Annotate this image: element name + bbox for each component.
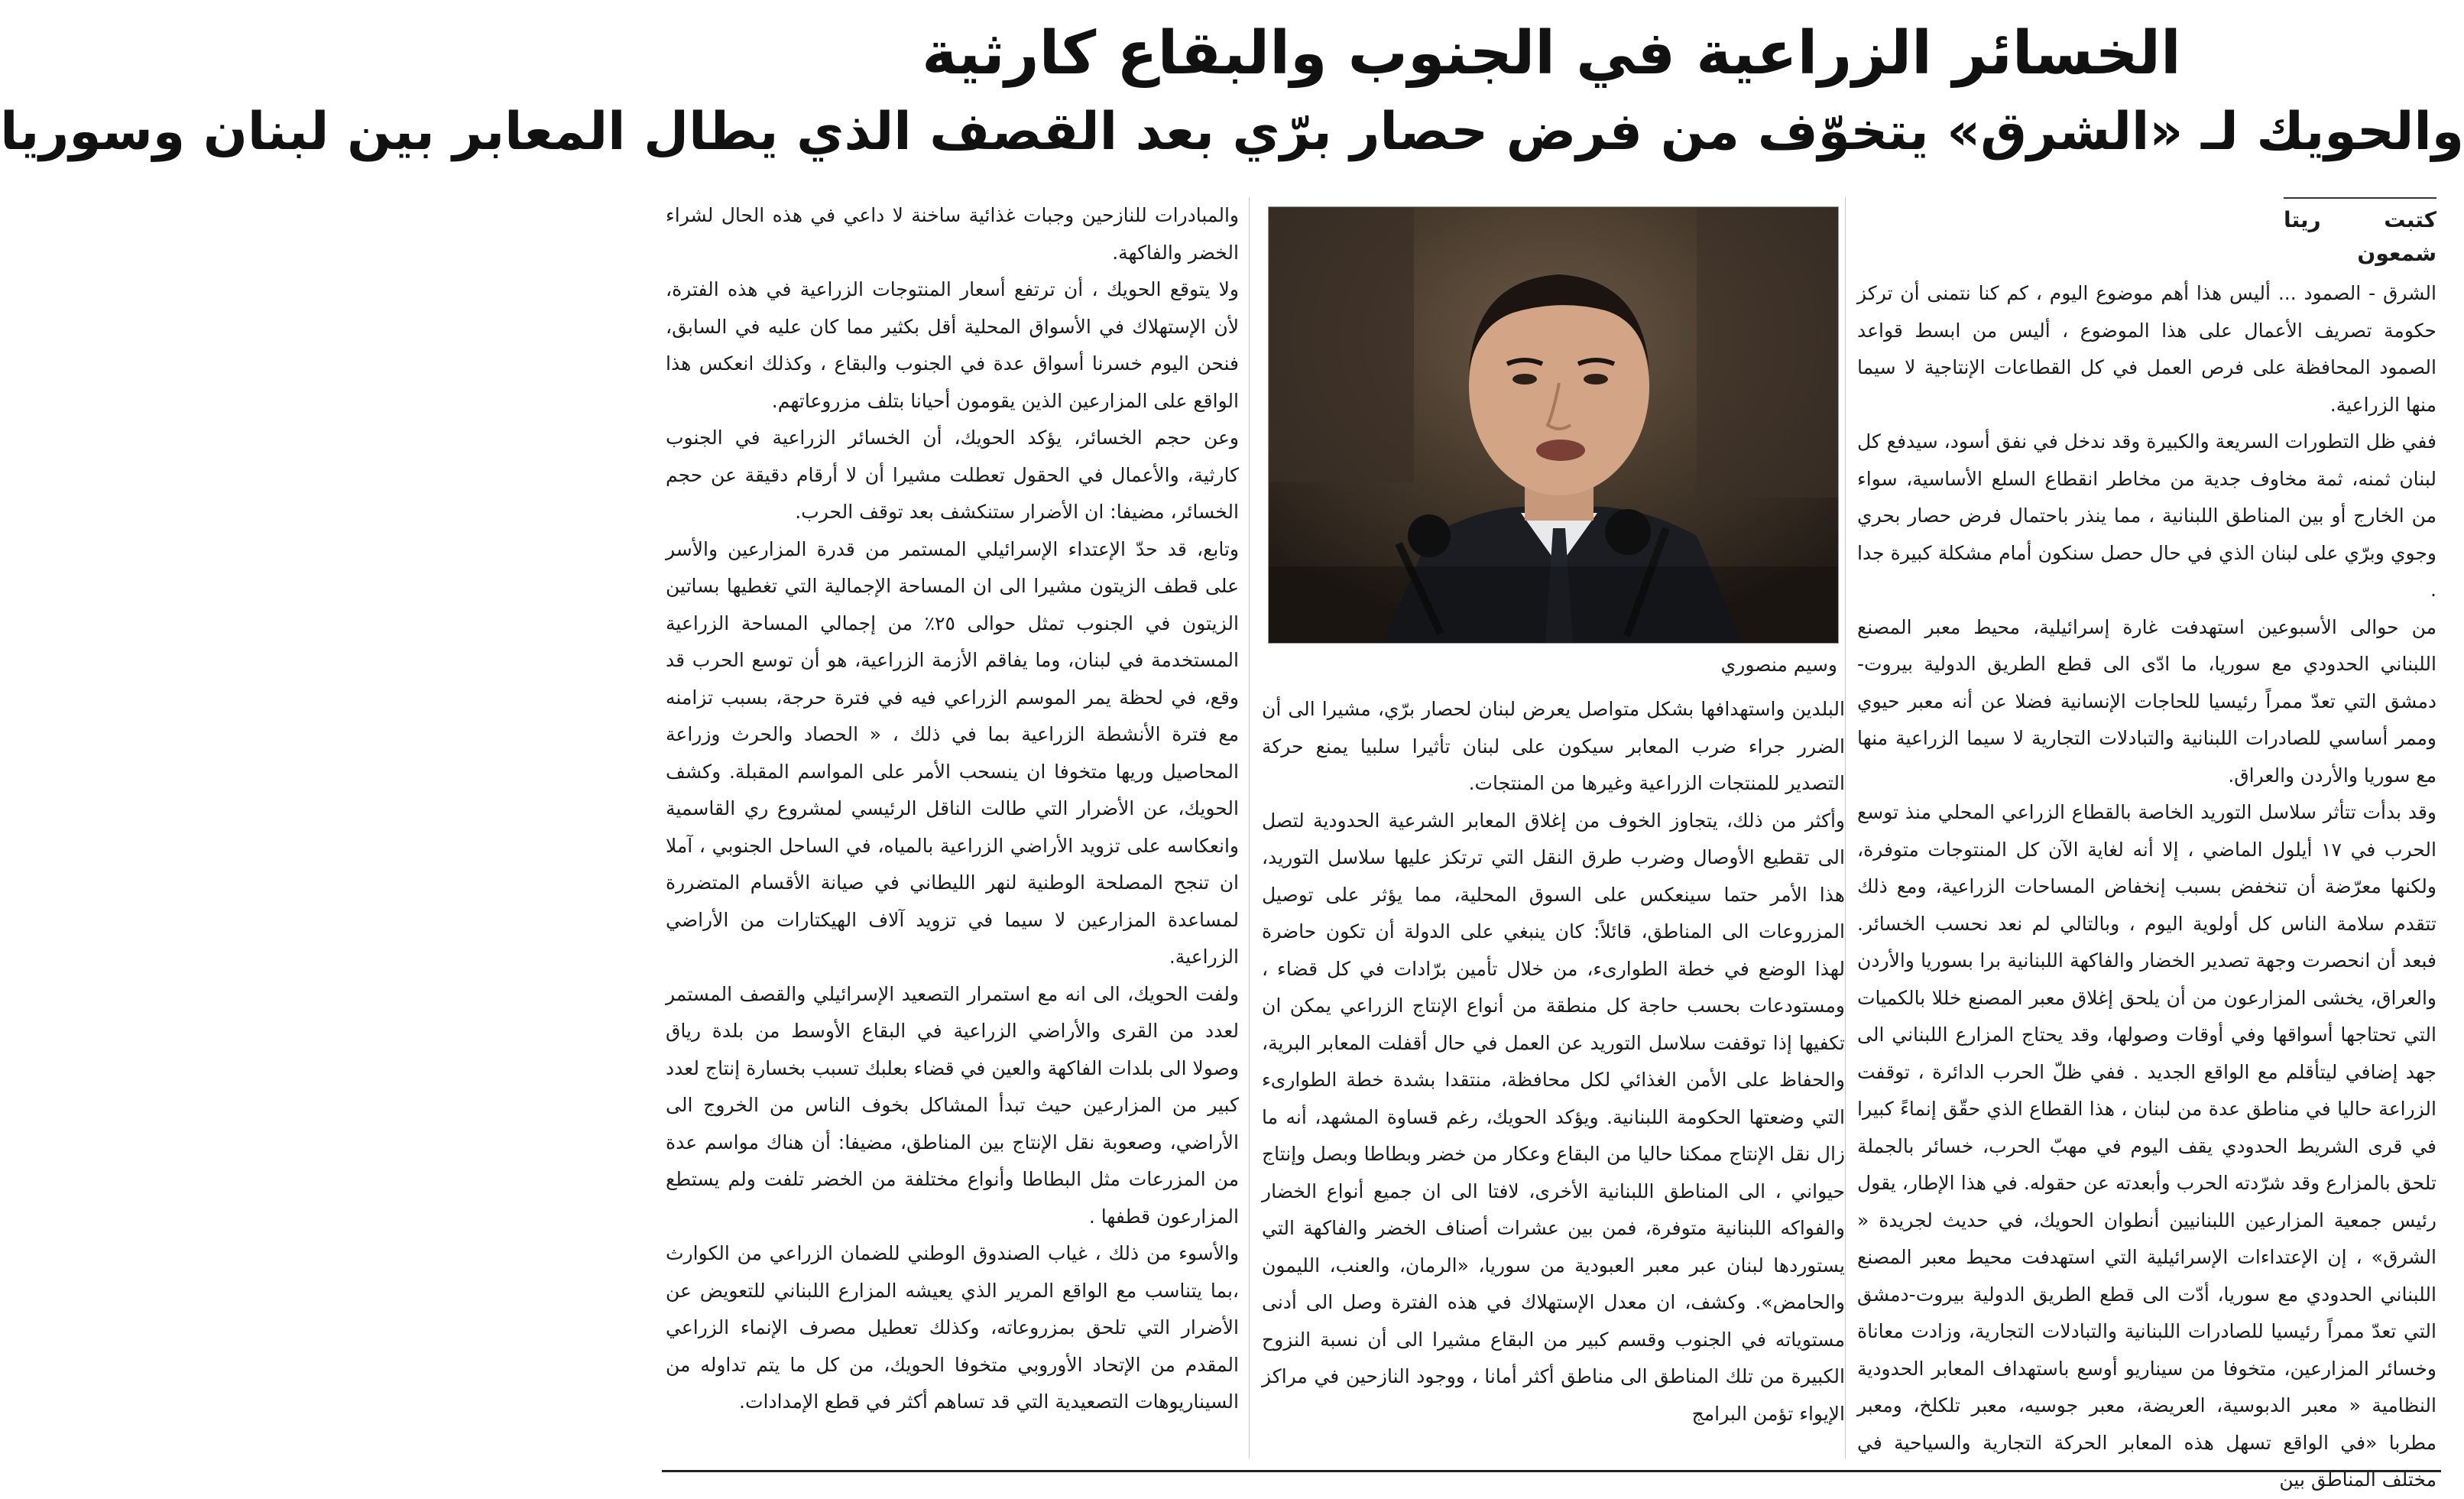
paragraph: ولفت الحويك، الى انه مع استمرار التصعيد الإسرائيلي والقصف المستمر لعدد من القرى والأراضي الزراعية في البقاع الأوسط من بلدة رياق وصولا الى بلدات الفاكهة والعين في قضاء بعلبك تسبب بخسارة إنتاج لعدد كبير من المزارعين حيث تبدأ المشاكل بخوف الناس من الخروج الى الأراضي، وصعوبة نقل الإنتاج بين المناطق، مضيفا: أن هناك مواسم عدة من المزرعات مثل البطاطا وأنواع مختلفة من الخضر تلفت ولم يستطع المزارعون قطفها .: [666, 982, 1239, 1228]
paragraph: الشرق - الصمود ... أليس هذا أهم موضوع اليوم ، كم كنا نتمنى أن تركز حكومة تصريف الأعمال على هذا الموضوع ، أليس من ابسط قواعد الصمود المحافظة على فرص العمل في كل القطاعات الإنتاجية لا سيما منها الزراعية.: [1857, 282, 2436, 416]
paragraph: وتابع، قد حدّ الإعتداء الإسرائيلي المستمر من قدرة المزارعين والأسر على قطف الزيتون مشيرا الى ان المساحة الإجمالية التي تغطيها بساتين الزيتون في الجنوب تمثل حوالى ٢٥٪ من إجمالي المساحة الزراعية المستخدمة في لبنان، وما يفاقم الأزمة الزراعية، هو أن توسع الحرب قد وقع، في لحظة يمر الموسم الزراعي فيه في فترة حرجة، بسبب تزامنه مع فترة الأنشطة الزراعية بما في ذلك ، « الحصاد والحرث وزراعة المحاصيل وريها متخوفا ان ينسحب الأمر على المواسم المقبلة. وكشف الحويك، عن الأضرار التي طالت الناقل الرئيسي لمشروع ري القاسمية وانعكاسه على تزويد الأراضي الزراعية بالمياه، في الساحل الجنوبي ، آملا ان تنجح المصلحة الوطنية لنهر الليطاني في صيانة الأقسام المتضررة لمساعدة المزارعين لا سيما في تزويد آلاف الهيكتارات من الأراضي الزراعية.: [666, 537, 1239, 968]
column-divider: [1249, 197, 1250, 1458]
article-column-middle: [1262, 197, 1845, 1466]
paragraph: والمبادرات للنازحين وجبات غذائية ساخنة لا داعي في هذه الحال لشراء الخضر والفاكهة.: [666, 204, 1239, 264]
headline-sub: والحويك لـ «الشرق» يتخوّف من فرض حصار برّي بعد القصف الذي يطال المعابر بين لبنان وسوريا: [0, 102, 2464, 162]
article-column-right: [1857, 197, 2436, 1491]
byline: كتبت ريتا شمعون: [2284, 197, 2436, 271]
paragraph: والأسوء من ذلك ، غياب الصندوق الوطني للضمان الزراعي من الكوارث ،بما يتناسب مع الواقع المرير الذي يعيشه المزارع اللبناني للتعويض عن الأضرار التي تلحق بمزروعاته، وكذلك تعطيل مصرف الإنماء الزراعي المقدم من الإتحاد الأوروبي متخوفا الحويك، من كل ما يتم تداوله من السيناريوهات التصعيدية التي قد تساهم أكثر في قطع الإمدادات.: [666, 1242, 1239, 1413]
paragraph: وأكثر من ذلك، يتجاوز الخوف من إغلاق المعابر الشرعية الحدودية لتصل الى تقطيع الأوصال وضرب طرق النقل التي ترتكز عليها سلاسل التوريد، هذا الأمر حتما سينعكس على السوق المحلية، مما يؤثر على توصيل المزروعات الى المناطق، قائلاً: كان ينبغي على الدولة أن تكون حاضرة لهذا الوضع في خطة الطوارىء، من خلال تأمين برّادات في كل قضاء ، ومستودعات بحسب حاجة كل منطقة من أنواع الإنتاج الزراعي يمكن ان تكفيها إذا توقفت سلاسل التوريد عن العمل في حال أقفلت المعابر البرية، والحفاظ على الأمن الغذائي لكل محافظة، منتقدا بشدة خطة الطوارىء التي وضعتها الحكومة اللبنانية. ويؤكد الحويك، رغم قساوة المشهد، أنه ما زال نقل الإنتاج ممكنا حاليا من البقاع وعكار من خضر وبطاطا وبصل وإنتاج حيواني ، الى المناطق اللبنانية الأخرى، لافتا الى ان جميع أنواع الخضار والفواكه اللبنانية متوفرة، فمن بين عشرات أصناف الخضر والفاكهة التي يستوردها لبنان عبر معبر العبودية من سوريا، «الرمان، والعنب، الليمون والحامض». وكشف، ان معدل الإستهلاك في هذه الفترة وصل الى أدنى مستوياته في الجنوب وقسم كبير من البقاع مشيرا الى أن نسبة النزوح الكبيرة من تلك المناطق الى مناطق أكثر أمانا ، ووجود النازحين في مراكز الإيواء تؤمن البرامج: [1262, 809, 1845, 1425]
paragraph: ولا يتوقع الحويك ، أن ترتفع أسعار المنتوجات الزراعية في هذه الفترة، لأن الإستهلاك في الأسواق المحلية أقل بكثير مما كان عليه في السابق، فنحن اليوم خسرنا أسواق عدة في الجنوب والبقاع ، وكذلك انعكس هذا الواقع على المزارعين الذين يقومون أحيانا بتلف مزروعاتهم.: [666, 278, 1239, 412]
bottom-rule: [662, 1470, 2441, 1472]
portrait-illustration: [1269, 207, 1838, 643]
paragraph: وقد بدأت تتأثر سلاسل التوريد الخاصة بالقطاع الزراعي المحلي منذ توسع الحرب في ١٧ أيلول الماضي ، إلا أنه لغاية الآن كل المنتوجات متوفرة، ولكنها معرّضة أن تنخفض بسبب إنخفاض المساحات الزراعية، ومع ذلك تتقدم سلامة الناس كل أولوية اليوم ، وبالتالي لم نعد نحسب الخسائر. فبعد أن انحصرت وجهة تصدير الخضار والفاكهة اللبنانية برا بسوريا والأردن والعراق، يخشى المزارعون من أن يلحق إغلاق معبر المصنع خللا بالكميات التي تحتاجها أسواقها وفي أوقات وصولها، وقد يحتاج المزارع اللبناني الى جهد إضافي ليتأقلم مع الواقع الجديد . ففي ظلّ الحرب الدائرة ، توقفت الزراعة حاليا في مناطق عدة من لبنان ، هذا القطاع الذي حقّق إنماءً كبيرا في قرى الشريط الحدودي يقف اليوم في مهبّ الحرب، خسائر بالجملة تلحق بالمزارع وقد شرّدته الحرب وأبعدته عن حقوله. في هذا الإطار، يقول رئيس جمعية المزارعين اللبنانيين أنطوان الحويك، في حديث لجريدة « الشرق» ، إن الإعتداءات الإسرائيلية التي استهدفت محيط معبر المصنع اللبناني الحدودي مع سوريا، أدّت الى قطع الطريق الدولية بيروت-دمشق التي تعدّ ممراً رئيسيا للصادرات اللبنانية والتبادلات التجارية، وزادت معاناة وخسائر المزارعين، متخوفا من سيناريو أوسع باستهداف المعابر الحدودية النظامية « معبر الدبوسية، العريضة، معبر جوسيه، معبر تلكلخ، ومعبر مطربا «في الواقع تسهل هذه المعابر الحركة التجارية والسياحية في مختلف المناطق بين: [1857, 801, 2436, 1491]
photo-caption: وسيم منصوري: [1720, 654, 1837, 676]
headline-main: الخسائر الزراعية في الجنوب والبقاع كارثية: [922, 19, 2181, 88]
article-column-left: [666, 197, 1239, 1466]
paragraph: البلدين واستهدافها بشكل متواصل يعرض لبنان لحصار برّي، مشيرا الى أن الضرر جراء ضرب المعابر سيكون على لبنان تأثيرا سلبيا يمنع حركة التصدير للمنتجات الزراعية وغيرها من المنتجات.: [1262, 698, 1845, 794]
column-divider: [1845, 197, 1846, 1458]
paragraph: من حوالى الأسبوعين استهدفت غارة إسرائيلية، محيط معبر المصنع اللبناني الحدودي مع سوريا، ما ادّى الى قطع الطريق الدولية بيروت- دمشق التي تعدّ ممراً رئيسيا للحاجات الإنسانية فضلا عن أنه معبر حيوي وممر أساسي للصادرات اللبنانية والتبادلات التجارية لا سيما الزراعية منها مع سوريا والأردن والعراق.: [1857, 615, 2436, 787]
paragraph: ففي ظل التطورات السريعة والكبيرة وقد ندخل في نفق أسود، سيدفع كل لبنان ثمنه، ثمة مخاوف جدية من مخاطر انقطاع السلع الأساسية، سواء من الخارج أو بين المناطق اللبنانية ، مما ينذر باحتمال فرض حصار بحري وجوي وبرّي على لبنان الذي في حال حصل سنكون أمام مشكلة كبيرة جدا .: [1857, 430, 2436, 601]
paragraph: وعن حجم الخسائر، يؤكد الحويك، أن الخسائر الزراعية في الجنوب كارثية، والأعمال في الحقول تعطلت مشيرا أن لا أرقام دقيقة عن حجم الخسائر، مضيفا: ان الأضرار ستنكشف بعد توقف الحرب.: [666, 427, 1239, 523]
portrait-photo: [1268, 206, 1839, 644]
